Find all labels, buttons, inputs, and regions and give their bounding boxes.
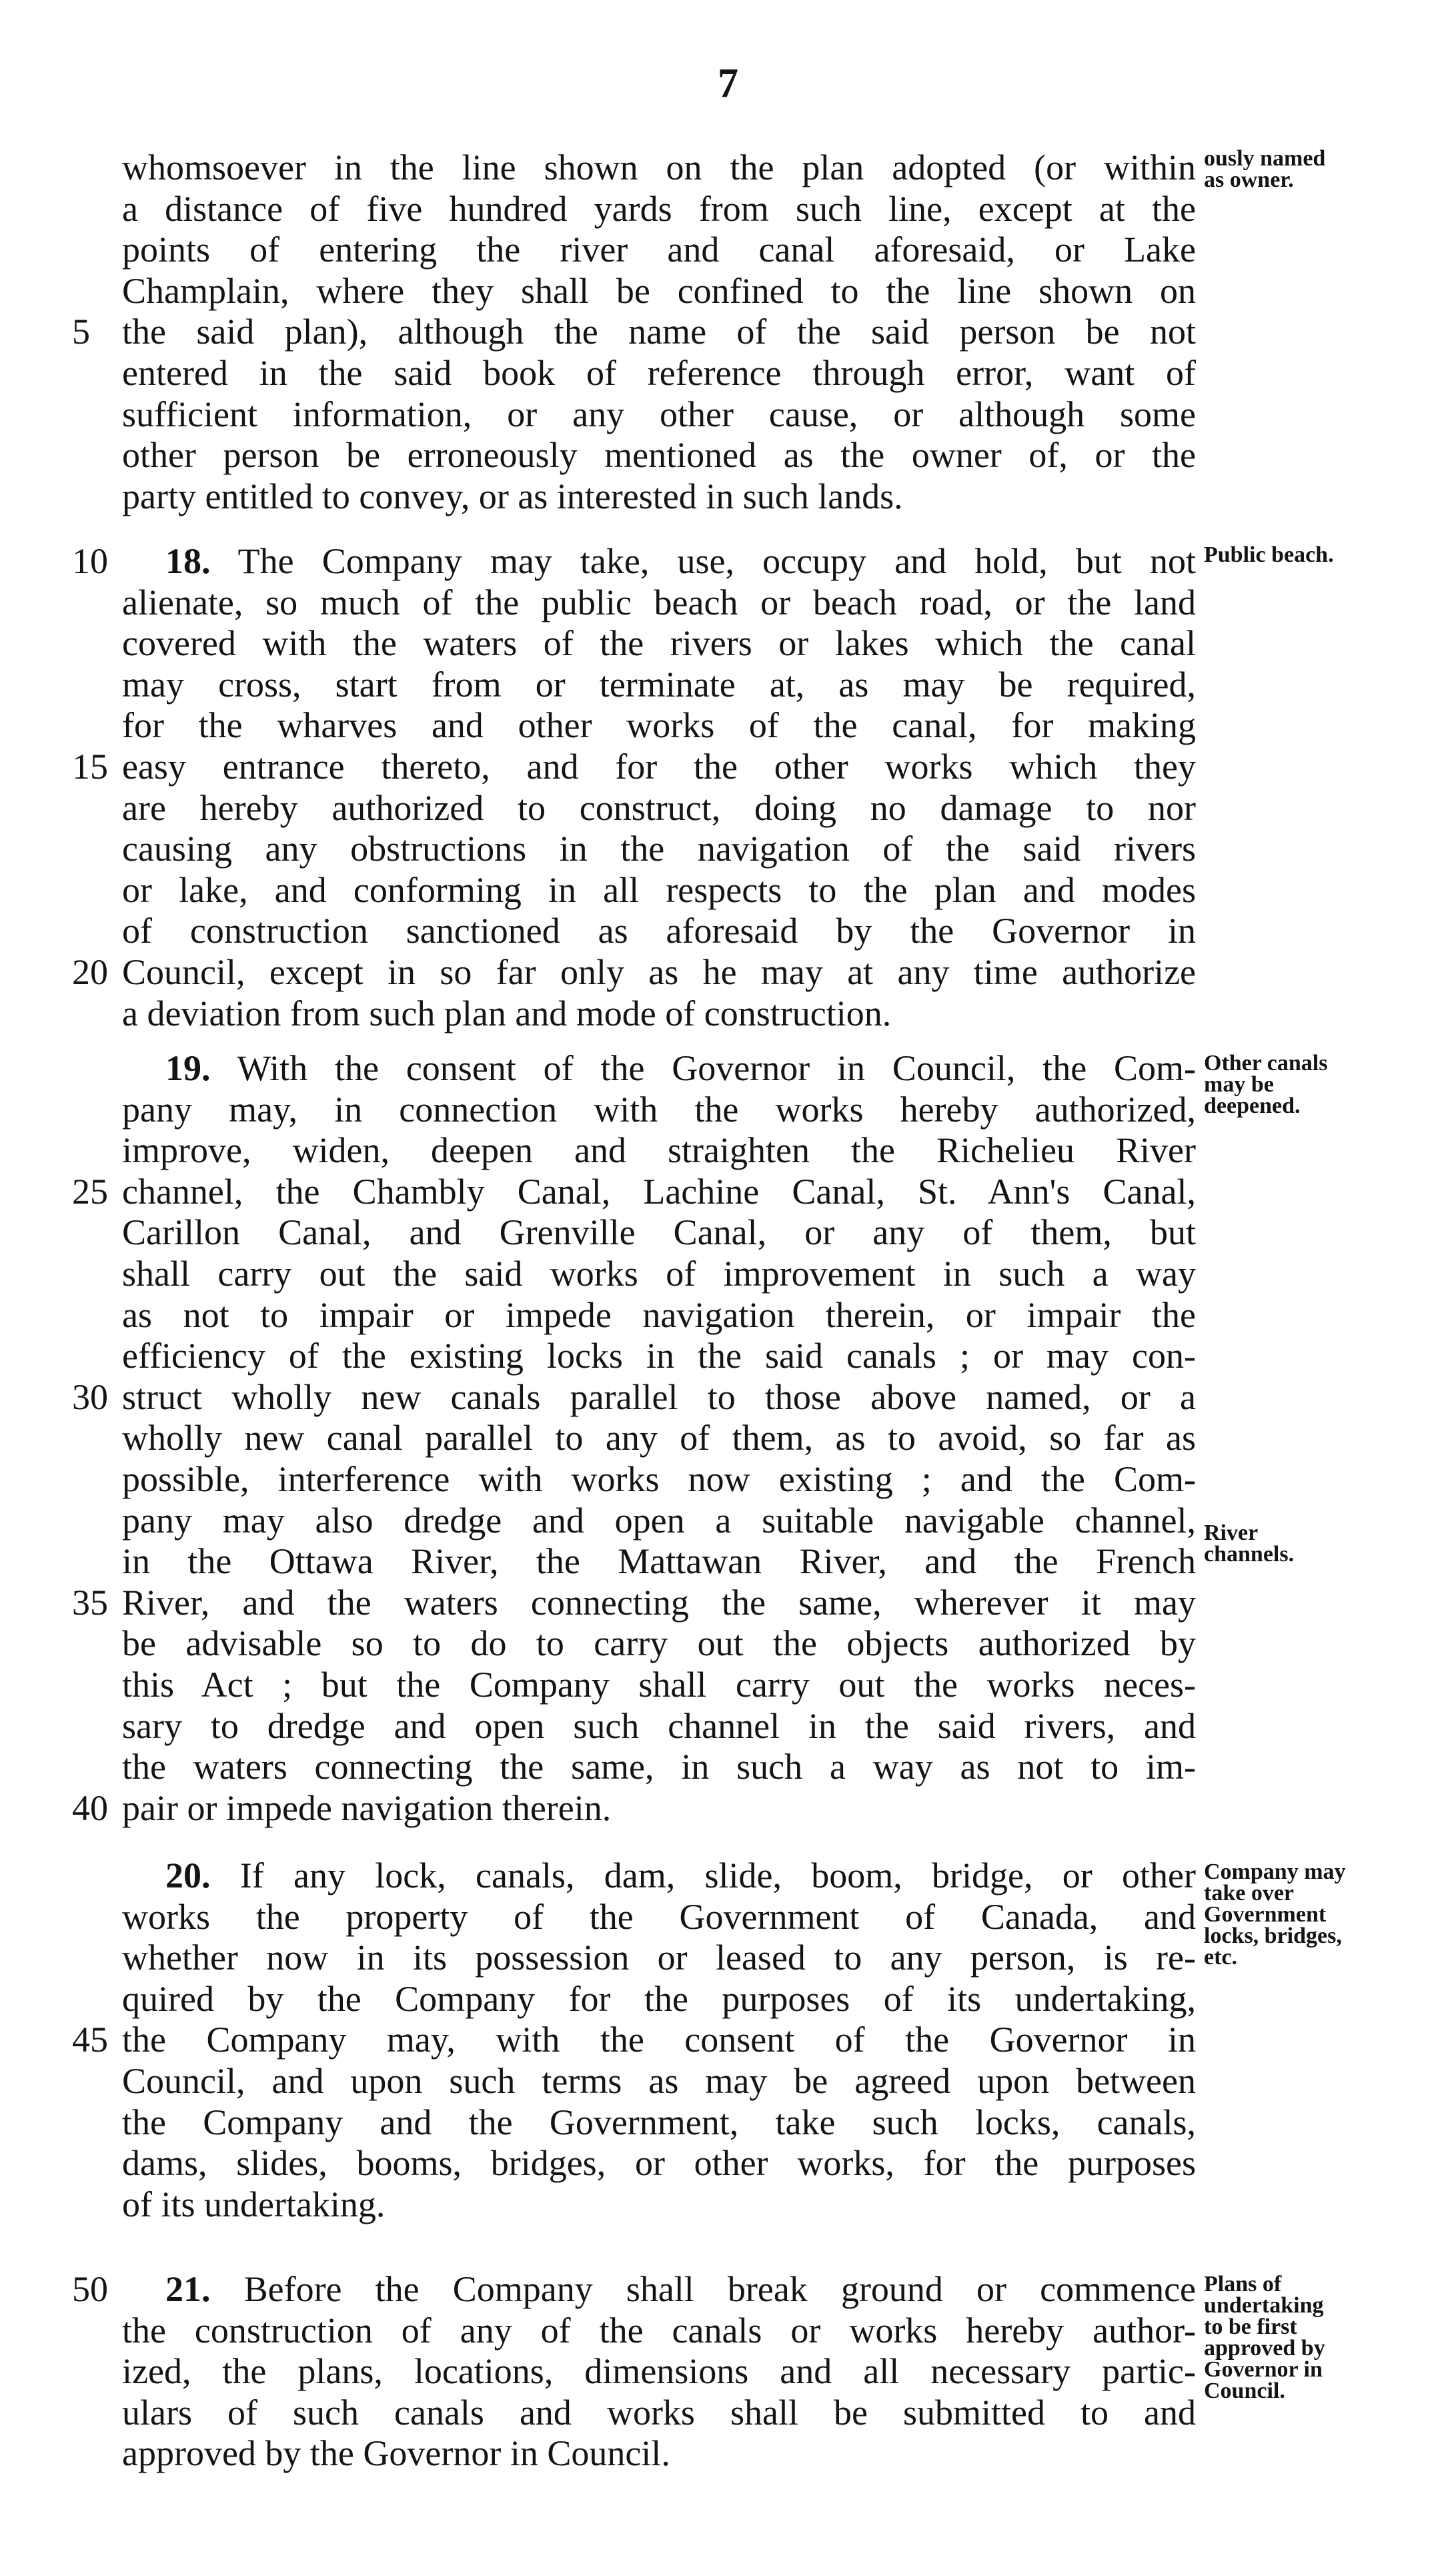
text-line: ulars of such canals and works shall be submitted to and — [122, 2392, 1196, 2433]
text-line: possible, interference with works now existing ; and the Com- — [122, 1459, 1196, 1499]
text-line — [165, 540, 1196, 582]
margin-note: River channels. — [1204, 1521, 1295, 1567]
text-line: this Act ; but the Company shall carry out the works neces- — [122, 1665, 1196, 1705]
text-line: in the Ottawa River, the Mattawan River, and the French — [122, 1541, 1196, 1582]
text-line: approved by the Governor in Council. — [122, 2433, 670, 2474]
text-line: a distance of five hundred yards from such line, except at the — [122, 188, 1196, 229]
text-line: Council, and upon such terms as may be agreed upon between — [122, 2061, 1196, 2101]
section-number: 21. — [165, 2269, 211, 2309]
line-number: 30 — [72, 1376, 108, 1417]
text-line: of its undertaking. — [122, 2184, 386, 2224]
text-line: Carillon Canal, and Grenville Canal, or any of them, but — [122, 1212, 1196, 1253]
text-line: Council, except in so far only as he may at any time authorize — [122, 952, 1196, 992]
margin-note: Plans of undertaking to be first approved by Governor in Council. — [1204, 2272, 1325, 2403]
text-line: entered in the said book of reference through error, want of — [122, 353, 1196, 393]
text-line: the said plan), although the name of the said person be not — [122, 312, 1196, 352]
text-line: are hereby authorized to construct, doing no damage to nor — [122, 787, 1196, 828]
text-line: shall carry out the said works of improvement in such a way — [122, 1254, 1196, 1294]
text-line: party entitled to convey, or as interested in such lands. — [122, 476, 903, 516]
page-number: 7 — [718, 61, 738, 106]
text-line: sufficient information, or any other cause, or although some — [122, 394, 1196, 434]
section-text: Before the Company shall break ground or commence — [243, 2269, 1196, 2309]
section-text: With the consent of the Governor in Council, the Com- — [237, 1048, 1196, 1088]
line-number: 20 — [72, 952, 108, 992]
text-line: the construction of any of the canals or works hereby author- — [122, 2310, 1196, 2350]
text-line: the Company may, with the consent of the Governor in — [122, 2020, 1196, 2060]
text-line: works the property of the Government of Canada, and — [122, 1896, 1196, 1937]
text-line: pany may, in connection with the works hereby authorized, — [122, 1089, 1196, 1130]
margin-note: Company may take over Government locks, bridges, etc. — [1204, 1859, 1346, 1970]
text-line: be advisable so to do to carry out the objects authorized by — [122, 1623, 1196, 1664]
margin-note: ously named as owner. — [1204, 146, 1326, 192]
text-line: points of entering the river and canal aforesaid, or Lake — [122, 230, 1196, 270]
line-number: 35 — [72, 1582, 108, 1623]
text-line: sary to dredge and open such channel in the said rivers, and — [122, 1705, 1196, 1746]
text-line: causing any obstructions in the navigation of the said rivers — [122, 829, 1196, 869]
section-number: 20. — [165, 1855, 211, 1895]
text-line: struct wholly new canals parallel to those above named, or a — [122, 1376, 1196, 1417]
text-line: improve, widen, deepen and straighten the Richelieu River — [122, 1130, 1196, 1171]
section-number: 19. — [165, 1048, 211, 1088]
text-line: the waters connecting the same, in such a way as not to im- — [122, 1747, 1196, 1787]
text-line — [165, 2268, 1196, 2310]
text-line: channel, the Chambly Canal, Lachine Canal, St. Ann's Canal, — [122, 1171, 1196, 1212]
text-line: of construction sanctioned as aforesaid by the Governor in — [122, 911, 1196, 951]
text-line: whether now in its possession or leased to any person, is re- — [122, 1938, 1196, 1978]
text-line: the Company and the Government, take such locks, canals, — [122, 2102, 1196, 2142]
line-number: 45 — [72, 2020, 108, 2060]
line-number: 15 — [72, 747, 108, 787]
margin-note: Public beach. — [1204, 542, 1334, 567]
text-line: alienate, so much of the public beach or beach road, or the land — [122, 582, 1196, 622]
text-line: a deviation from such plan and mode of construction. — [122, 993, 892, 1033]
section-number: 18. — [165, 541, 211, 581]
text-line: dams, slides, booms, bridges, or other works, for the purposes — [122, 2143, 1196, 2184]
text-line: or lake, and conforming in all respects to the plan and modes — [122, 869, 1196, 910]
text-line: other person be erroneously mentioned as the owner of, or the — [122, 435, 1196, 476]
text-line: efficiency of the existing locks in the said canals ; or may con- — [122, 1336, 1196, 1376]
text-line: River, and the waters connecting the same, wherever it may — [122, 1582, 1196, 1623]
text-line — [165, 1855, 1196, 1896]
line-number: 5 — [72, 312, 90, 352]
text-line: ized, the plans, locations, dimensions and all necessary partic- — [122, 2351, 1196, 2392]
text-line: quired by the Company for the purposes of its undertaking, — [122, 1978, 1196, 2019]
text-line: covered with the waters of the rivers or lakes which the canal — [122, 623, 1196, 664]
line-number: 10 — [72, 541, 108, 581]
section-text: The Company may take, use, occupy and hold, but not — [237, 541, 1196, 581]
line-number: 25 — [72, 1171, 108, 1212]
line-number: 40 — [72, 1787, 108, 1828]
margin-note: Other canals may be deepened. — [1204, 1051, 1328, 1118]
text-line: whomsoever in the line shown on the plan adopted (or within — [122, 147, 1196, 187]
text-line: easy entrance thereto, and for the other works which they — [122, 747, 1196, 787]
text-line — [165, 1047, 1196, 1089]
section-text: If any lock, canals, dam, slide, boom, bridge, or other — [239, 1855, 1196, 1895]
text-line: Champlain, where they shall be confined to the line shown on — [122, 270, 1196, 311]
text-line: pany may also dredge and open a suitable navigable channel, — [122, 1500, 1196, 1541]
text-line: wholly new canal parallel to any of them, as to avoid, so far as — [122, 1418, 1196, 1458]
text-line: may cross, start from or terminate at, as may be required, — [122, 664, 1196, 705]
text-line: as not to impair or impede navigation therein, or impair the — [122, 1294, 1196, 1335]
text-line: pair or impede navigation therein. — [122, 1787, 612, 1828]
line-number: 50 — [72, 2269, 108, 2309]
text-line: for the wharves and other works of the canal, for making — [122, 705, 1196, 746]
